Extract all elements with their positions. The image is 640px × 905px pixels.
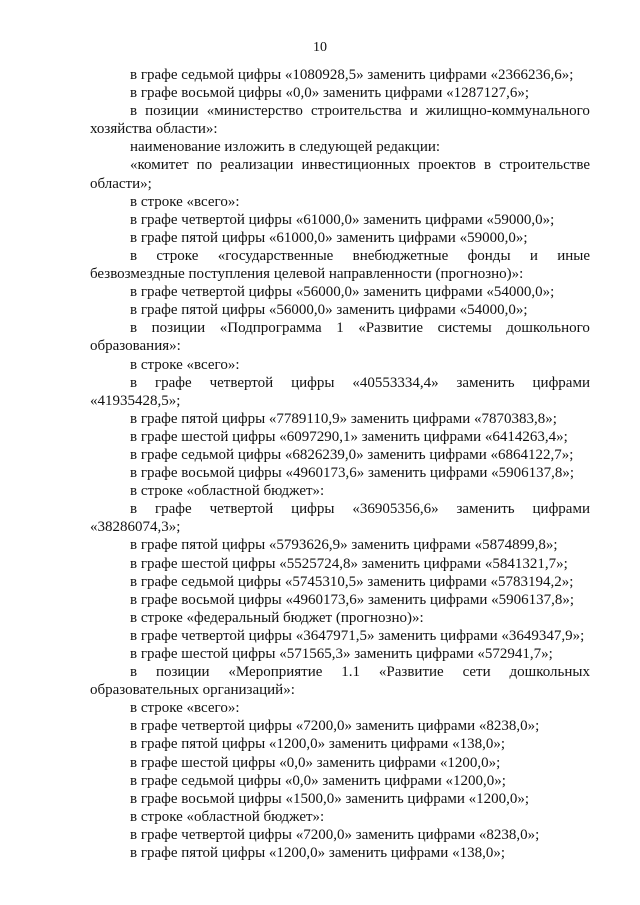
word: жилищно-коммунального: [425, 103, 590, 120]
text-line: в графе шестой цифры «0,0» заменить цифрами «1200,0»;: [130, 754, 501, 771]
word: «государственные: [217, 247, 334, 264]
word: «министерство: [206, 103, 303, 120]
text-line: в строке «всего»:: [130, 193, 240, 210]
text-line: в графе восьмой цифры «4960173,6» заменить цифрами «5906137,8»;: [130, 465, 575, 482]
text-line: в графе четвертой цифры «56000,0» заменить цифрами «54000,0»;: [130, 284, 555, 301]
word: и: [409, 103, 418, 120]
word: проектов: [418, 157, 476, 174]
text-line: в графе восьмой цифры «0,0» заменить цифрами «1287127,6»;: [130, 85, 530, 102]
word: дошкольных: [509, 664, 590, 681]
text-line: [90, 319, 590, 337]
word: реализации: [220, 157, 294, 174]
text-line: в графе пятой цифры «5793626,9» заменить цифрами «5874899,8»;: [130, 537, 558, 554]
word: «Развитие: [378, 664, 444, 681]
text-line: образовательных организаций»:: [90, 682, 295, 699]
word: цифрами: [532, 501, 590, 518]
word: заменить: [456, 374, 515, 391]
text-line: [90, 156, 590, 174]
word: «Развитие: [358, 320, 424, 337]
word: «36905356,6»: [352, 501, 439, 518]
text-line: [90, 374, 590, 392]
word: четвертой: [209, 501, 274, 518]
word: в: [130, 501, 138, 518]
word: инвестиционных: [301, 157, 411, 174]
text-line: в графе пятой цифры «61000,0» заменить цифрами «59000,0»;: [130, 229, 528, 246]
text-line: [90, 663, 590, 681]
text-line: в графе седьмой цифры «0,0» заменить цифрами «1200,0»;: [130, 772, 506, 789]
text-line: в графе шестой цифры «5525724,8» заменить цифрами «5841321,7»;: [130, 555, 568, 572]
text-line: в строке «областной бюджет»:: [130, 483, 325, 500]
word: цифры: [291, 501, 335, 518]
word: дошкольного: [506, 320, 590, 337]
text-line: в строке «федеральный бюджет (прогнозно)»:: [130, 609, 424, 626]
text-line: [90, 247, 590, 265]
text-line: в строке «всего»:: [130, 700, 240, 717]
text-line: безвозмездные поступления целевой направленности (прогнозно)»:: [90, 266, 524, 283]
word: 1.1: [341, 664, 361, 681]
word: заменить: [456, 501, 515, 518]
text-line: наименование изложить в следующей редакции:: [130, 139, 441, 156]
text-line: в строке «всего»:: [130, 356, 240, 373]
word: четвертой: [209, 374, 274, 391]
text-line: [90, 102, 590, 120]
word: позиции: [145, 103, 199, 120]
word: позиции: [155, 664, 210, 681]
word: в: [130, 320, 138, 337]
word: внебюджетные: [352, 247, 449, 264]
text-line: в графе четвертой цифры «3647971,5» заменить цифрами «3649347,9»;: [130, 627, 585, 644]
word: в: [484, 157, 492, 174]
word: «40553334,4»: [352, 374, 439, 391]
word: «Мероприятие: [228, 664, 323, 681]
word: сети: [462, 664, 491, 681]
text-line: в графе седьмой цифры «6826239,0» заменить цифрами «6864122,7»;: [130, 446, 574, 463]
word: в: [130, 374, 138, 391]
word: «комитет: [130, 157, 189, 174]
word: и: [529, 247, 538, 264]
word: цифрами: [532, 374, 590, 391]
text-line: в графе шестой цифры «6097290,1» заменить цифрами «6414263,4»;: [130, 428, 568, 445]
text-line: в графе шестой цифры «571565,3» заменить цифрами «572941,7»;: [130, 646, 553, 662]
word: фонды: [467, 247, 511, 264]
text-line: в графе четвертой цифры «7200,0» заменить цифрами «8238,0»;: [130, 826, 540, 843]
text-line: в графе четвертой цифры «61000,0» заменить цифрами «59000,0»;: [130, 211, 555, 228]
word: строительстве: [499, 157, 590, 174]
word: «Подпрограмма: [219, 320, 322, 337]
word: иные: [557, 247, 590, 264]
text-line: в графе пятой цифры «7789110,9» заменить цифрами «7870383,8»;: [130, 410, 557, 427]
text-line: в графе пятой цифры «56000,0» заменить цифрами «54000,0»;: [130, 302, 528, 319]
text-line: в графе пятой цифры «1200,0» заменить цифрами «138,0»;: [130, 845, 505, 862]
text-line: в графе восьмой цифры «4960173,6» заменить цифрами «5906137,8»;: [130, 591, 575, 608]
text-line: в графе седьмой цифры «1080928,5» заменить цифрами «2366236,6»;: [130, 67, 574, 83]
word: графе: [154, 374, 192, 391]
word: системы: [437, 320, 492, 337]
text-line: области»;: [90, 175, 152, 192]
text-line: «41935428,5»;: [90, 392, 181, 409]
word: графе: [154, 501, 192, 518]
word: позиции: [151, 320, 206, 337]
word: в: [130, 247, 138, 264]
word: по: [196, 157, 213, 174]
document-body: [90, 66, 590, 862]
word: цифры: [291, 374, 335, 391]
word: в: [130, 103, 138, 120]
text-line: [90, 500, 590, 518]
text-line: в графе пятой цифры «1200,0» заменить цифрами «138,0»;: [130, 736, 505, 753]
page-number: 10: [313, 40, 327, 55]
text-line: в строке «областной бюджет»:: [130, 808, 325, 825]
word: строительства: [310, 103, 402, 120]
text-line: в графе восьмой цифры «1500,0» заменить цифрами «1200,0»;: [130, 790, 530, 807]
text-line: хозяйства области»:: [90, 121, 218, 138]
text-line: в графе седьмой цифры «5745310,5» заменить цифрами «5783194,2»;: [130, 573, 574, 590]
word: строке: [156, 247, 199, 264]
text-line: «38286074,3»;: [90, 519, 181, 536]
word: 1: [336, 320, 344, 337]
word: в: [130, 664, 138, 681]
text-line: образования»:: [90, 338, 181, 355]
text-line: в графе четвертой цифры «7200,0» заменить цифрами «8238,0»;: [130, 718, 540, 735]
